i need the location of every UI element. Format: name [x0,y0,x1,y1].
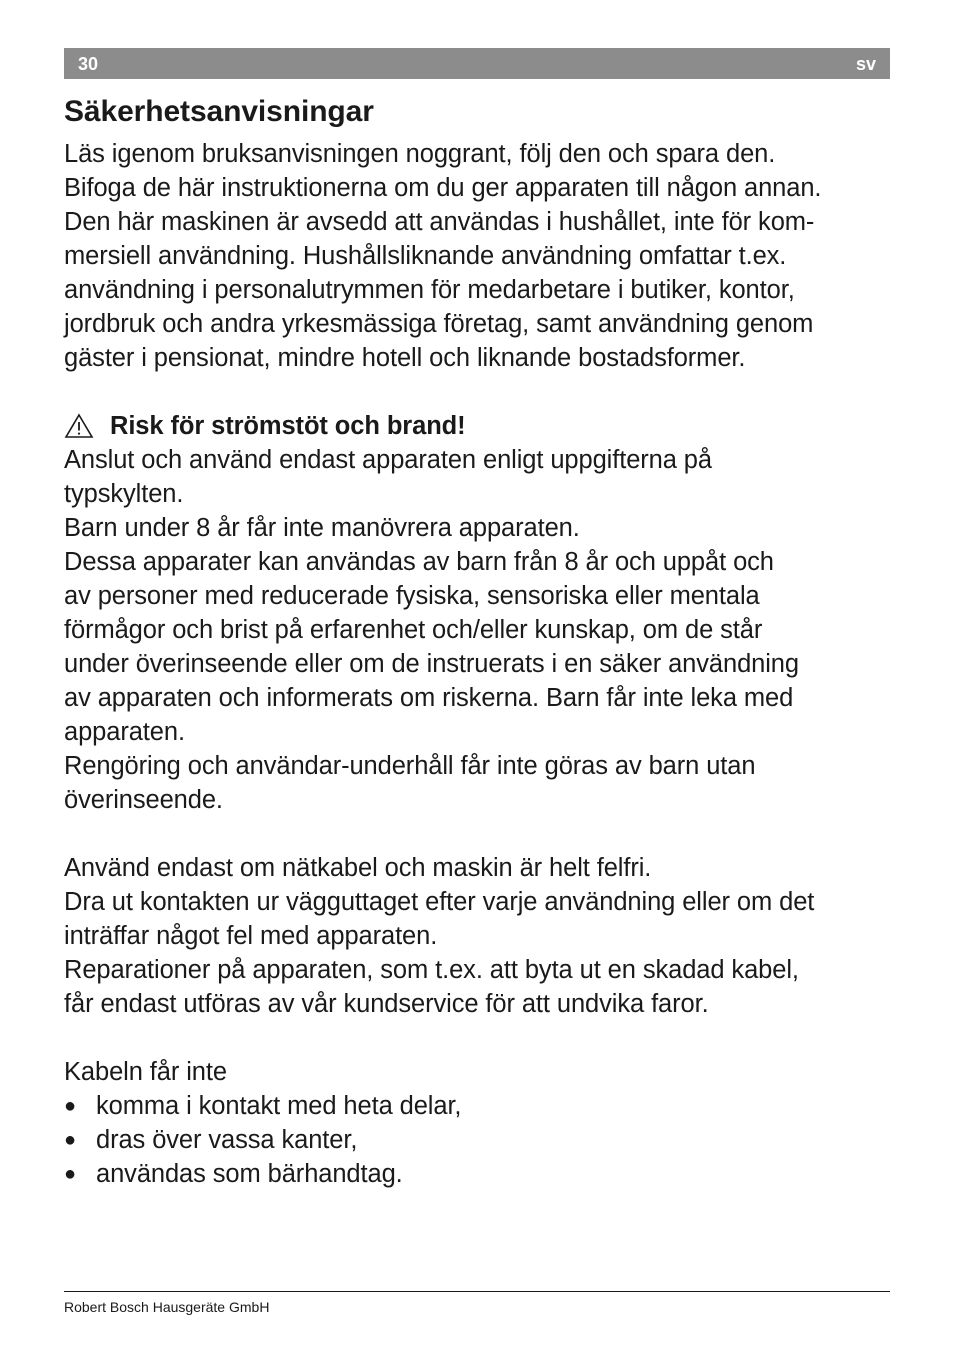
spacer [64,1021,894,1055]
warning-line: Barn under 8 år får inte manövrera apparaten. [64,514,580,542]
intro-line: mersiell användning. Hushållsliknande användning omfattar t.ex. [64,242,787,270]
list-item-text: komma i kontakt med heta delar, [96,1092,462,1120]
list-item [64,1123,894,1157]
page-header-bar [64,48,890,79]
spacer [64,375,894,409]
language-code: sv [855,54,876,74]
warning-line: förmågor och brist på erfarenhet och/eller kunskap, om de står [64,616,763,644]
usage-line: får endast utföras av vår kundservice för att undvika faror. [64,990,709,1018]
intro-line: Läs igenom bruksanvisningen noggrant, följ den och spara den. [64,140,776,168]
usage-line: Reparationer på apparaten, som t.ex. att byta ut en skadad kabel, [64,956,799,984]
usage-block [64,851,894,1021]
cable-block [64,1055,894,1191]
warning-line: av apparaten och informerats om riskerna. Barn får inte leka med [64,684,794,712]
warning-line: apparaten. [64,718,185,746]
intro-line: användning i personalutrymmen för medarbetare i butiker, kontor, [64,276,795,304]
warning-line: av personer med reducerade fysiska, sensoriska eller mentala [64,582,760,610]
usage-line: inträffar något fel med apparaten. [64,922,438,950]
list-item [64,1157,894,1191]
section-title: Säkerhetsanvisningar [64,95,374,128]
warning-heading-row [64,409,894,443]
cable-list [64,1089,894,1191]
bullet-icon: ● [64,1095,76,1117]
intro-line: gäster i pensionat, mindre hotell och liknande bostadsformer. [64,344,746,372]
warning-block [64,409,894,817]
warning-heading: Risk för strömstöt och brand! [110,412,466,440]
intro-line: jordbruk och andra yrkesmässiga företag, samt användning genom [64,310,814,338]
list-item-text: dras över vassa kanter, [96,1126,358,1154]
warning-line: överinseende. [64,786,223,814]
bullet-icon: ● [64,1129,76,1151]
usage-line: Dra ut kontakten ur vägguttaget efter varje användning eller om det [64,888,815,916]
warning-line: under överinseende eller om de instruerats i en säker användning [64,650,799,678]
warning-line: Anslut och använd endast apparaten enligt uppgifterna på [64,446,712,474]
usage-line: Använd endast om nätkabel och maskin är helt felfri. [64,854,652,882]
bullet-icon: ● [64,1163,76,1185]
warning-triangle-icon [64,413,94,439]
footer-company: Robert Bosch Hausgeräte GmbH [64,1299,270,1315]
page-content [64,92,894,1191]
page-number: 30 [78,54,99,74]
cable-intro: Kabeln får inte [64,1058,227,1086]
intro-paragraph [64,137,894,375]
list-item [64,1089,894,1123]
warning-line: Dessa apparater kan användas av barn från 8 år och uppåt och [64,548,774,576]
footer-divider [64,1291,890,1292]
warning-line: Rengöring och användar-underhåll får inte göras av barn utan [64,752,756,780]
intro-line: Bifoga de här instruktionerna om du ger apparaten till någon annan. [64,174,822,202]
list-item-text: användas som bärhandtag. [96,1160,403,1188]
intro-line: Den här maskinen är avsedd att användas i hushållet, inte för kom- [64,208,815,236]
warning-line: typskylten. [64,480,184,508]
spacer [64,817,894,851]
